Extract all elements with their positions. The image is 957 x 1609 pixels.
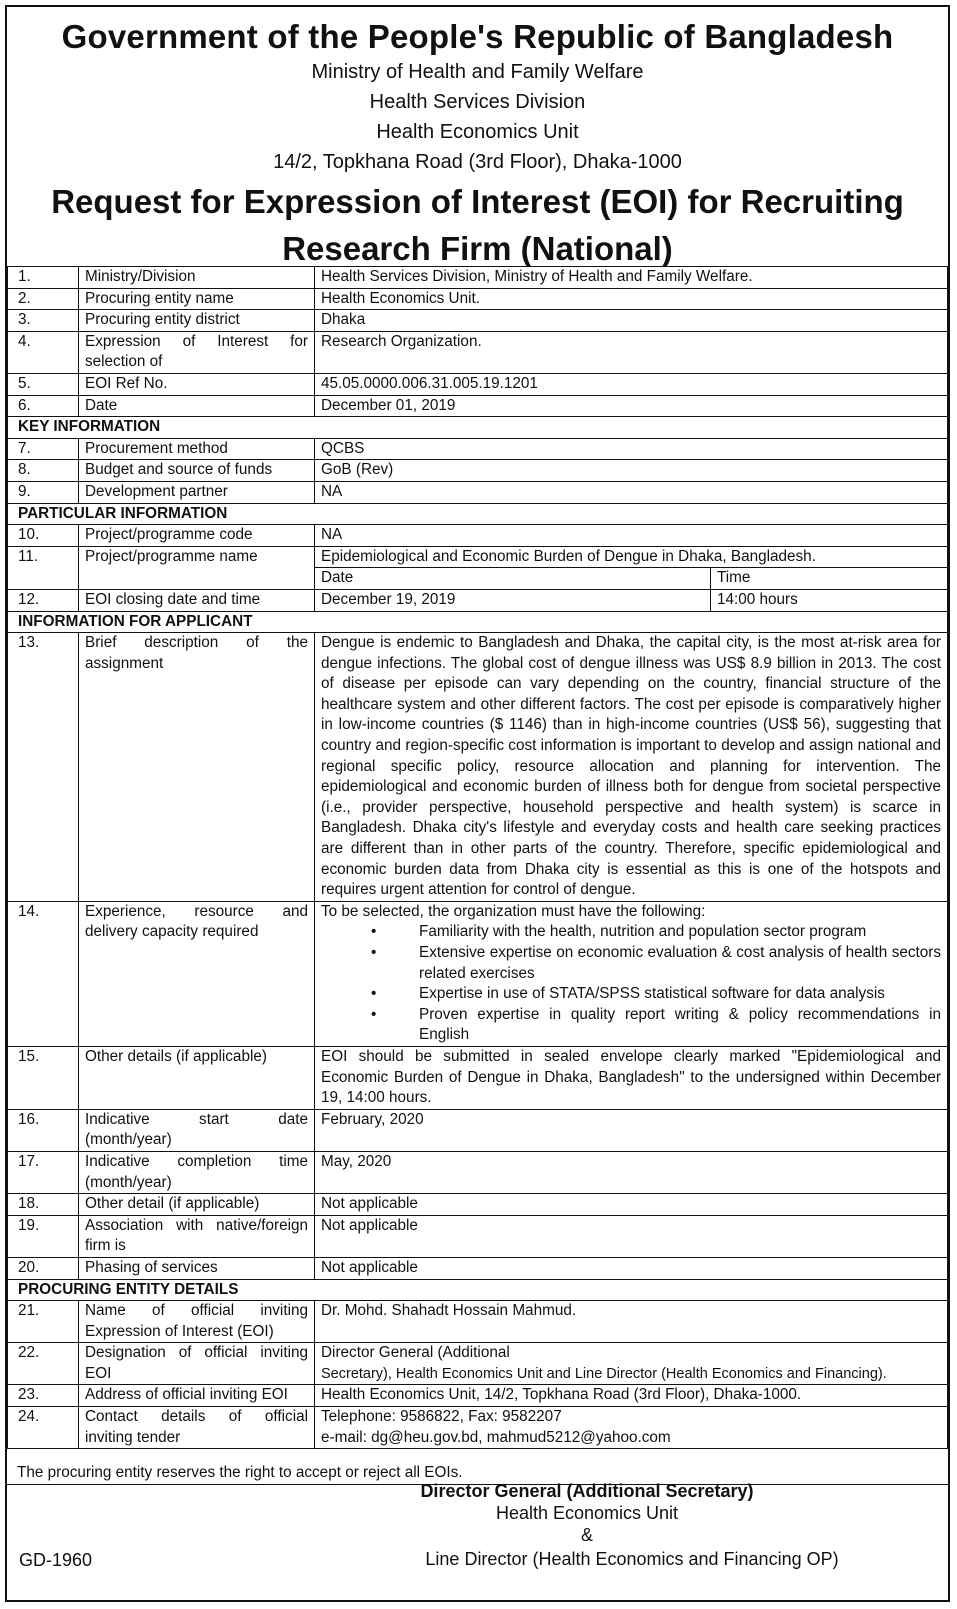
row-number: 24.	[8, 1407, 79, 1449]
row-label-line: firm is	[85, 1237, 126, 1255]
requirements-list	[321, 922, 941, 1046]
assignment-description: Dengue is endemic to Bangladesh and Dhaka, the capital city, is the most at-risk area for dengue infections. The global cost of dengue illness was US$ 8.9 billion in 2013. The cost of disease per episode can vary depending on the country, financial structure of the healthcare system and other different factors. The cost per episode is comparatively higher in low-income countries ($ 1146) than in high-income countries (US$ 56), suggesting that country and region-specific cost information is important to develop and assign national and regional specific policy, resource allocation and planning for intervention. The epidemiological and economic burden of illness both for dengue from societal perspective (i.e., provider perspective, household perspective and health system) is scarce in Bangladesh. Dhaka city's lifestyle and everyday costs and health care seeking practices are different than in other parts of the country. Therefore, specific epidemiological and economic burden data from Dhaka city is essential as this is one of the hotspots and requires urgent attention for control of dengue.	[315, 633, 948, 902]
section-header	[8, 1279, 948, 1301]
row-label: Phasing of services	[79, 1257, 315, 1279]
row-label	[79, 1109, 315, 1151]
time-subheader: Time	[711, 568, 948, 590]
table-row	[8, 589, 948, 611]
row-number: 1.	[8, 267, 79, 289]
row-number: 7.	[8, 438, 79, 460]
requirements-intro: To be selected, the organization must have the following:	[321, 902, 706, 920]
row-label-line: (month/year)	[85, 1131, 172, 1149]
row-value: Not applicable	[315, 1257, 948, 1279]
section-title: PARTICULAR INFORMATION	[8, 503, 948, 525]
contact-email: e-mail: dg@heu.gov.bd, mahmud5212@yahoo.com	[321, 1428, 671, 1446]
row-number: 19.	[8, 1215, 79, 1257]
table-row	[8, 395, 948, 417]
row-number: 17.	[8, 1151, 79, 1193]
row-label: EOI closing date and time	[79, 589, 315, 611]
eoi-title-line1: Request for Expression of Interest (EOI) for Recruiting	[51, 183, 904, 220]
row-label	[79, 1151, 315, 1193]
section-title: KEY INFORMATION	[8, 417, 948, 439]
designation-line: Director General (Additional	[321, 1344, 510, 1362]
row-label: Project/programme name	[79, 546, 315, 589]
row-value: May, 2020	[315, 1151, 948, 1193]
row-value: Research Organization.	[315, 331, 948, 373]
section-header	[8, 611, 948, 633]
row-number: 8.	[8, 460, 79, 482]
signatory-line-director: Line Director (Health Economics and Financing OP)	[425, 1549, 839, 1569]
row-label-line: Indicative completion time	[85, 1152, 308, 1170]
list-item: • Expertise in use of STATA/SPSS statistical software for data analysis	[419, 984, 941, 1005]
table-row	[8, 331, 948, 373]
row-label: Procurement method	[79, 438, 315, 460]
row-label-line: selection of	[85, 353, 163, 371]
table-row	[8, 1301, 948, 1343]
row-value: Dhaka	[315, 310, 948, 332]
row-label-line: inviting tender	[85, 1428, 181, 1446]
row-value: Health Services Division, Ministry of Health and Family Welfare.	[315, 267, 948, 289]
list-item: • Proven expertise in quality report writing & policy recommendations in English	[419, 1005, 941, 1046]
advertisement-frame	[5, 5, 950, 1602]
table-row	[8, 373, 948, 395]
table-row	[8, 310, 948, 332]
row-value: Dr. Mohd. Shahadt Hossain Mahmud.	[315, 1301, 948, 1343]
row-value: NA	[315, 481, 948, 503]
row-number: 3.	[8, 310, 79, 332]
row-value: QCBS	[315, 438, 948, 460]
row-label	[79, 633, 315, 902]
row-label-line: EOI	[85, 1364, 112, 1382]
row-value: Health Economics Unit, 14/2, Topkhana Road (3rd Floor), Dhaka-1000.	[315, 1385, 948, 1407]
row-value: Epidemiological and Economic Burden of Dengue in Dhaka, Bangladesh.	[315, 546, 948, 568]
table-row	[8, 460, 948, 482]
ministry-name: Ministry of Health and Family Welfare	[311, 61, 644, 83]
row-number: 14.	[8, 901, 79, 1046]
gd-number: GD-1960	[19, 1550, 93, 1570]
reservation-note: The procuring entity reserves the right to accept or reject all EOIs.	[17, 1464, 463, 1481]
list-item: • Extensive expertise on economic evaluation & cost analysis of health sectors related exercises	[419, 943, 941, 984]
row-value: EOI should be submitted in sealed envelope clearly marked "Epidemiological and Economic Burden of Dengue in Dhaka, Bangladesh" to the undersigned within December 19, 14:00 hours.	[315, 1046, 948, 1109]
row-label	[79, 1215, 315, 1257]
row-label: Budget and source of funds	[79, 460, 315, 482]
row-label-line: Brief description of the	[85, 634, 308, 652]
row-label: Other details (if applicable)	[79, 1046, 315, 1109]
row-label-line: Contact details of official	[85, 1408, 308, 1426]
row-label	[79, 1301, 315, 1343]
row-label-line: delivery capacity required	[85, 923, 259, 941]
row-label: Ministry/Division	[79, 267, 315, 289]
division-name: Health Services Division	[369, 91, 586, 113]
table-row	[8, 267, 948, 289]
row-label-line: Expression of Interest (EOI)	[85, 1322, 274, 1340]
row-label	[79, 1407, 315, 1449]
table-row	[8, 1407, 948, 1449]
row-label-line: Name of official inviting	[85, 1302, 308, 1320]
row-label-line: Indicative start date	[85, 1110, 308, 1128]
row-number: 16.	[8, 1109, 79, 1151]
row-number: 18.	[8, 1194, 79, 1216]
date-subheader: Date	[315, 568, 711, 590]
closing-time: 14:00 hours	[711, 589, 948, 611]
row-label-line: Experience, resource and	[85, 902, 308, 920]
row-number: 12.	[8, 589, 79, 611]
table-row	[8, 1215, 948, 1257]
section-header	[8, 417, 948, 439]
table-row	[8, 633, 948, 902]
list-item: • Familiarity with the health, nutrition and population sector program	[419, 922, 941, 943]
table-row	[8, 546, 948, 568]
row-label-line: assignment	[85, 654, 164, 672]
row-label: Address of official inviting EOI	[79, 1385, 315, 1407]
table-row	[8, 1109, 948, 1151]
signatory-ampersand: &	[580, 1525, 593, 1545]
designation-line: Secretary), Health Economics Unit and Line Director (Health Economics and Financing).	[321, 1365, 887, 1382]
row-label	[79, 331, 315, 373]
table-row	[8, 901, 948, 1046]
row-number: 2.	[8, 288, 79, 310]
row-value	[315, 901, 948, 1046]
header	[7, 17, 948, 271]
row-number: 5.	[8, 373, 79, 395]
row-value: December 01, 2019	[315, 395, 948, 417]
row-label: Other detail (if applicable)	[79, 1194, 315, 1216]
row-label: EOI Ref No.	[79, 373, 315, 395]
signatory-unit: Health Economics Unit	[495, 1503, 679, 1523]
closing-date: December 19, 2019	[315, 589, 711, 611]
row-number: 10.	[8, 525, 79, 547]
section-title: INFORMATION FOR APPLICANT	[8, 611, 948, 633]
signatory-title: Director General (Additional Secretary)	[420, 1481, 754, 1501]
office-address: 14/2, Topkhana Road (3rd Floor), Dhaka-1000	[273, 151, 682, 173]
table-row	[8, 288, 948, 310]
table-row	[8, 1151, 948, 1193]
row-number: 13.	[8, 633, 79, 902]
table-row	[8, 1257, 948, 1279]
row-value: February, 2020	[315, 1109, 948, 1151]
row-value: Not applicable	[315, 1194, 948, 1216]
row-value	[315, 1343, 948, 1385]
contact-phone: Telephone: 9586822, Fax: 9582207	[321, 1408, 562, 1426]
eoi-table	[7, 266, 948, 1449]
row-number: 20.	[8, 1257, 79, 1279]
row-label-line: Designation of official inviting	[85, 1344, 308, 1362]
row-value: GoB (Rev)	[315, 460, 948, 482]
table-row	[8, 1385, 948, 1407]
section-header	[8, 503, 948, 525]
row-label	[79, 901, 315, 1046]
row-number: 22.	[8, 1343, 79, 1385]
row-value: Health Economics Unit.	[315, 288, 948, 310]
row-label-line: Association with native/foreign	[85, 1216, 308, 1234]
row-value: Not applicable	[315, 1215, 948, 1257]
row-label: Project/programme code	[79, 525, 315, 547]
row-number: 4.	[8, 331, 79, 373]
row-number: 15.	[8, 1046, 79, 1109]
row-value: 45.05.0000.006.31.005.19.1201	[315, 373, 948, 395]
row-label: Date	[79, 395, 315, 417]
row-label: Development partner	[79, 481, 315, 503]
table-row	[8, 525, 948, 547]
table-row	[8, 438, 948, 460]
row-label	[79, 1343, 315, 1385]
section-title: PROCURING ENTITY DETAILS	[8, 1279, 948, 1301]
row-number: 11.	[8, 546, 79, 589]
table-row	[8, 1194, 948, 1216]
unit-name: Health Economics Unit	[376, 121, 579, 143]
row-label-line: Expression of Interest for	[85, 332, 308, 350]
row-value: NA	[315, 525, 948, 547]
government-title: Government of the People's Republic of Bangladesh	[61, 18, 894, 55]
table-row	[8, 1343, 948, 1385]
row-label-line: (month/year)	[85, 1173, 172, 1191]
eoi-title-line2: Research Firm (National)	[282, 230, 673, 267]
row-number: 6.	[8, 395, 79, 417]
row-label: Procuring entity name	[79, 288, 315, 310]
row-number: 9.	[8, 481, 79, 503]
row-value	[315, 1407, 948, 1449]
row-label: Procuring entity district	[79, 310, 315, 332]
table-row	[8, 1046, 948, 1109]
row-number: 21.	[8, 1301, 79, 1343]
table-row	[8, 481, 948, 503]
row-number: 23.	[8, 1385, 79, 1407]
